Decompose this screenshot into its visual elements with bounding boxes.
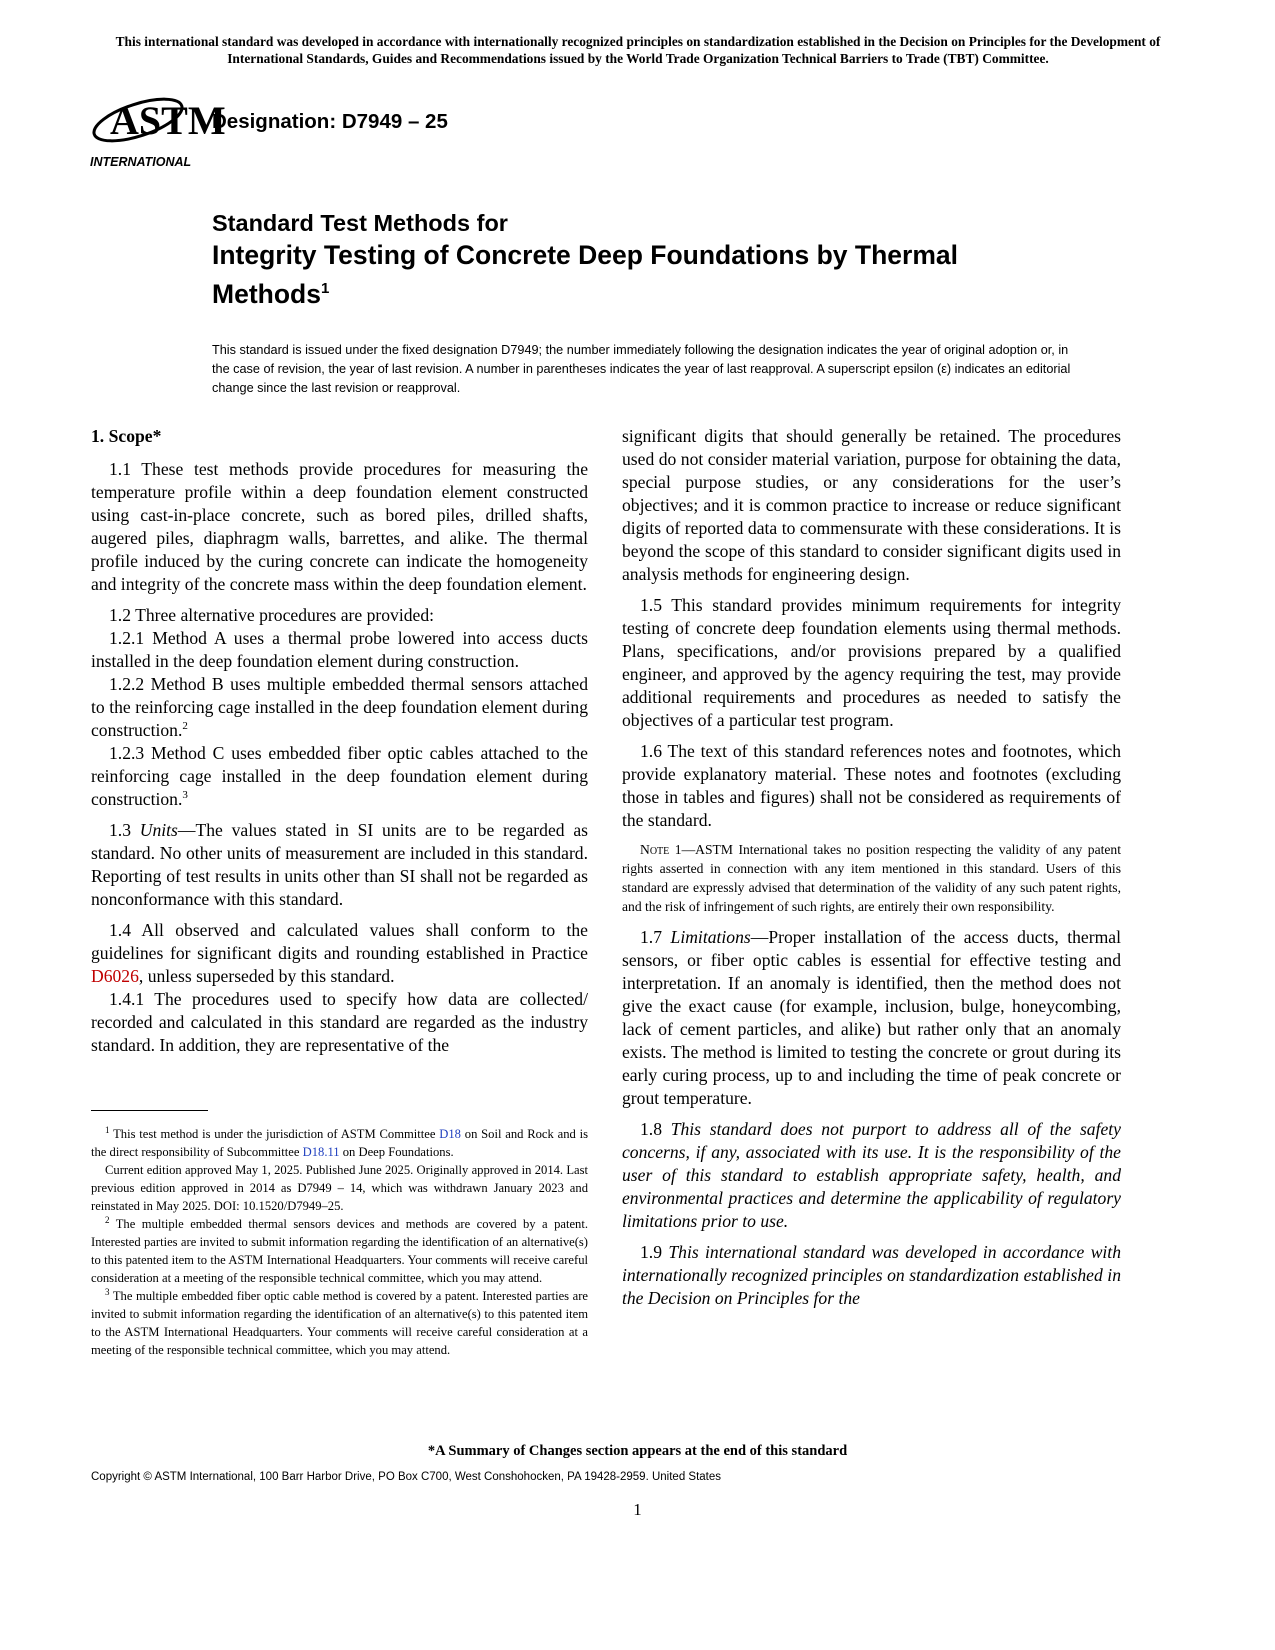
link-d6026[interactable]: D6026	[91, 966, 139, 986]
title-line-2	[212, 239, 1062, 311]
title-block	[212, 208, 1112, 311]
para-1-2: 1.2 Three alternative procedures are provided:	[109, 605, 435, 625]
para-1-4-1: 1.4.1 The procedures used to specify how data are collected/ recorded and calculated in this standard are regarded as the industry standard. In addition, they are representative of the	[91, 989, 588, 1055]
para-1-6: 1.6 The text of this standard references notes and footnotes, which provide explanatory material. These notes and footnotes (excluding those in tables and figures) shall not be considered as requirements of the standard.	[622, 741, 1121, 830]
para-1-2-3: 1.2.3 Method C uses embedded fiber optic cables attached to the reinforcing cage installed in the deep foundation element during construction.$^3$	[91, 743, 588, 809]
footnote-1-edition: Current edition approved May 1, 2025. Published June 2025. Originally approved in 2014. Last previous edition approved in 2014 as D7949 – 14, which was withdrawn January 2023 and reinstated in May 2025. DOI: 10.1520/D7949–25.	[91, 1163, 588, 1213]
title-line-1: Standard Test Methods for	[212, 210, 508, 236]
para-1-3: 1.3 Units—The values stated in SI units are to be regarded as standard. No other units of measurement are included in this standard. Reporting of test results in units other than SI shall not be regarded as nonconformance with this standard.	[91, 820, 588, 909]
link-d18-11[interactable]: D18.11	[302, 1145, 340, 1159]
issuance-statement: This standard is issued under the fixed designation D7949; the number immediately following the designation indicates the year of original adoption or, in the case of revision, the year of last revision. A number in parentheses indicates the year of last reapproval. A superscript epsilon (ε) indicates an editorial change since the last revision or reapproval.	[212, 343, 1071, 395]
left-column	[91, 425, 588, 1065]
para-1-2-2: 1.2.2 Method B uses multiple embedded thermal sensors attached to the reinforcing cage installed in the deep foundation element during construction.$^2$	[91, 674, 588, 740]
para-1-5: 1.5 This standard provides minimum requirements for integrity testing of concrete deep foundation elements using thermal methods. Plans, specifications, and/or provisions prepared by a qualified engineer, and approved by the agency requiring the test, may provide additional requirements and procedures as needed to satisfy the objectives of a particular test program.	[622, 595, 1121, 730]
astm-logo-text: INTERNATIONAL	[90, 155, 192, 169]
footnote-ref-2[interactable]: 2	[182, 720, 188, 733]
footnote-ref-3[interactable]: 3	[182, 789, 188, 802]
para-1-9: 1.9 This international standard was developed in accordance with internationally recognized principles on standardization established in the Decision on Principles for the	[622, 1242, 1121, 1308]
para-1-1: 1.1 These test methods provide procedures for measuring the temperature profile within a deep foundation element constructed using cast-in-place concrete, such as bored piles, drilled shafts, augered piles, diaphragm walls, barrettes, and alike. The thermal profile induced by the curing concrete can indicate the homogeneity and integrity of the concrete mass within the deep foundation element.	[91, 459, 588, 594]
copyright: Copyright © ASTM International, 100 Barr Harbor Drive, PO Box C700, West Conshohocken, PA 19428-2959. United States	[91, 1471, 722, 1483]
para-1-8: 1.8 This standard does not purport to address all of the safety concerns, if any, associated with its use. It is the responsibility of the user of this standard to establish appropriate safety, health, and environmental practices and determine the applicability of regulatory limitations prior to use.	[622, 1119, 1121, 1231]
astm-logo	[88, 84, 226, 176]
footnote-divider	[91, 1110, 208, 1111]
footnote-1: $^1$ This test method is under the jurisdiction of ASTM Committee D18 on Soil and Rock and is the direct responsibility of Subcommittee D18.11 on Deep Foundations.	[91, 1124, 588, 1159]
para-1-2-1: 1.2.1 Method A uses a thermal probe lowered into access ducts installed in the deep foundation element during construction.	[91, 628, 588, 671]
footnotes	[91, 1125, 588, 1359]
para-1-4-1-continued: significant digits that should generally be retained. The procedures used do not consider material variation, purpose for obtaining the data, special purpose studies, or any considerations for the user’s objectives; and it is common practice to increase or reduce significant digits of reported data to commensurate with these considerations. It is beyond the scope of this standard to consider significant digits used in analysis methods for engineering design.	[622, 426, 1121, 584]
section-heading-scope: 1. Scope*	[91, 426, 162, 446]
astm-logo-letters: ASTM	[110, 98, 226, 143]
right-column	[622, 425, 1121, 1318]
para-1-4: 1.4 All observed and calculated values shall conform to the guidelines for significant digits and rounding established in Practice D6026, unless superseded by this standard.	[91, 920, 588, 986]
top-notice: This international standard was developed in accordance with internationally recognized principles on standardization established in the Decision on Principles for the Development of International Standards, Guides and Recommendations issued by the World Trade Organization Technical Barriers to Trade (TBT) Committee.	[115, 34, 1161, 66]
link-d18[interactable]: D18	[439, 1127, 461, 1141]
designation: Designation: D7949 – 25	[212, 110, 448, 133]
summary-of-changes-note: *A Summary of Changes section appears at the end of this standard	[427, 1443, 848, 1459]
note-1: Note 1—ASTM International takes no position respecting the validity of any patent rights asserted in connection with any item mentioned in this standard. Users of this standard are expressly advised that determination of the validity of any such patent rights, and the risk of infringement of such rights, are entirely their own responsibility.	[622, 842, 1122, 914]
footnote-2: $^2$ The multiple embedded thermal sensors devices and methods are covered by a patent. Interested parties are invited to submit information regarding the identification of an alternative(s) to this patented item to the ASTM International Headquarters. Your comments will receive careful consideration at a meeting of the responsible technical committee, which you may attend.	[91, 1214, 588, 1285]
title-footnote-mark: 1	[320, 280, 330, 297]
footnote-3: $^3$ The multiple embedded fiber optic cable method is covered by a patent. Interested parties are invited to submit information regarding the identification of an alternative(s) to this patented item to the ASTM International Headquarters. Your comments will receive careful consideration at a meeting of the responsible technical committee, which you may attend.	[91, 1286, 588, 1357]
title-main: Integrity Testing of Concrete Deep Foundations by Thermal Methods	[212, 240, 958, 309]
para-1-7: 1.7 Limitations—Proper installation of the access ducts, thermal sensors, or fiber optic cables is essential for effective testing and interpretation. If an anomaly is identified, then the method does not give the exact cause (for example, inclusion, bulge, honeycombing, lack of cement particles, and alike) but rather only that an anomaly exists. The method is limited to testing the concrete or grout during its early curing process, up to and including the time of peak concrete or grout temperature.	[622, 927, 1121, 1108]
page-number: 1	[633, 1500, 642, 1519]
